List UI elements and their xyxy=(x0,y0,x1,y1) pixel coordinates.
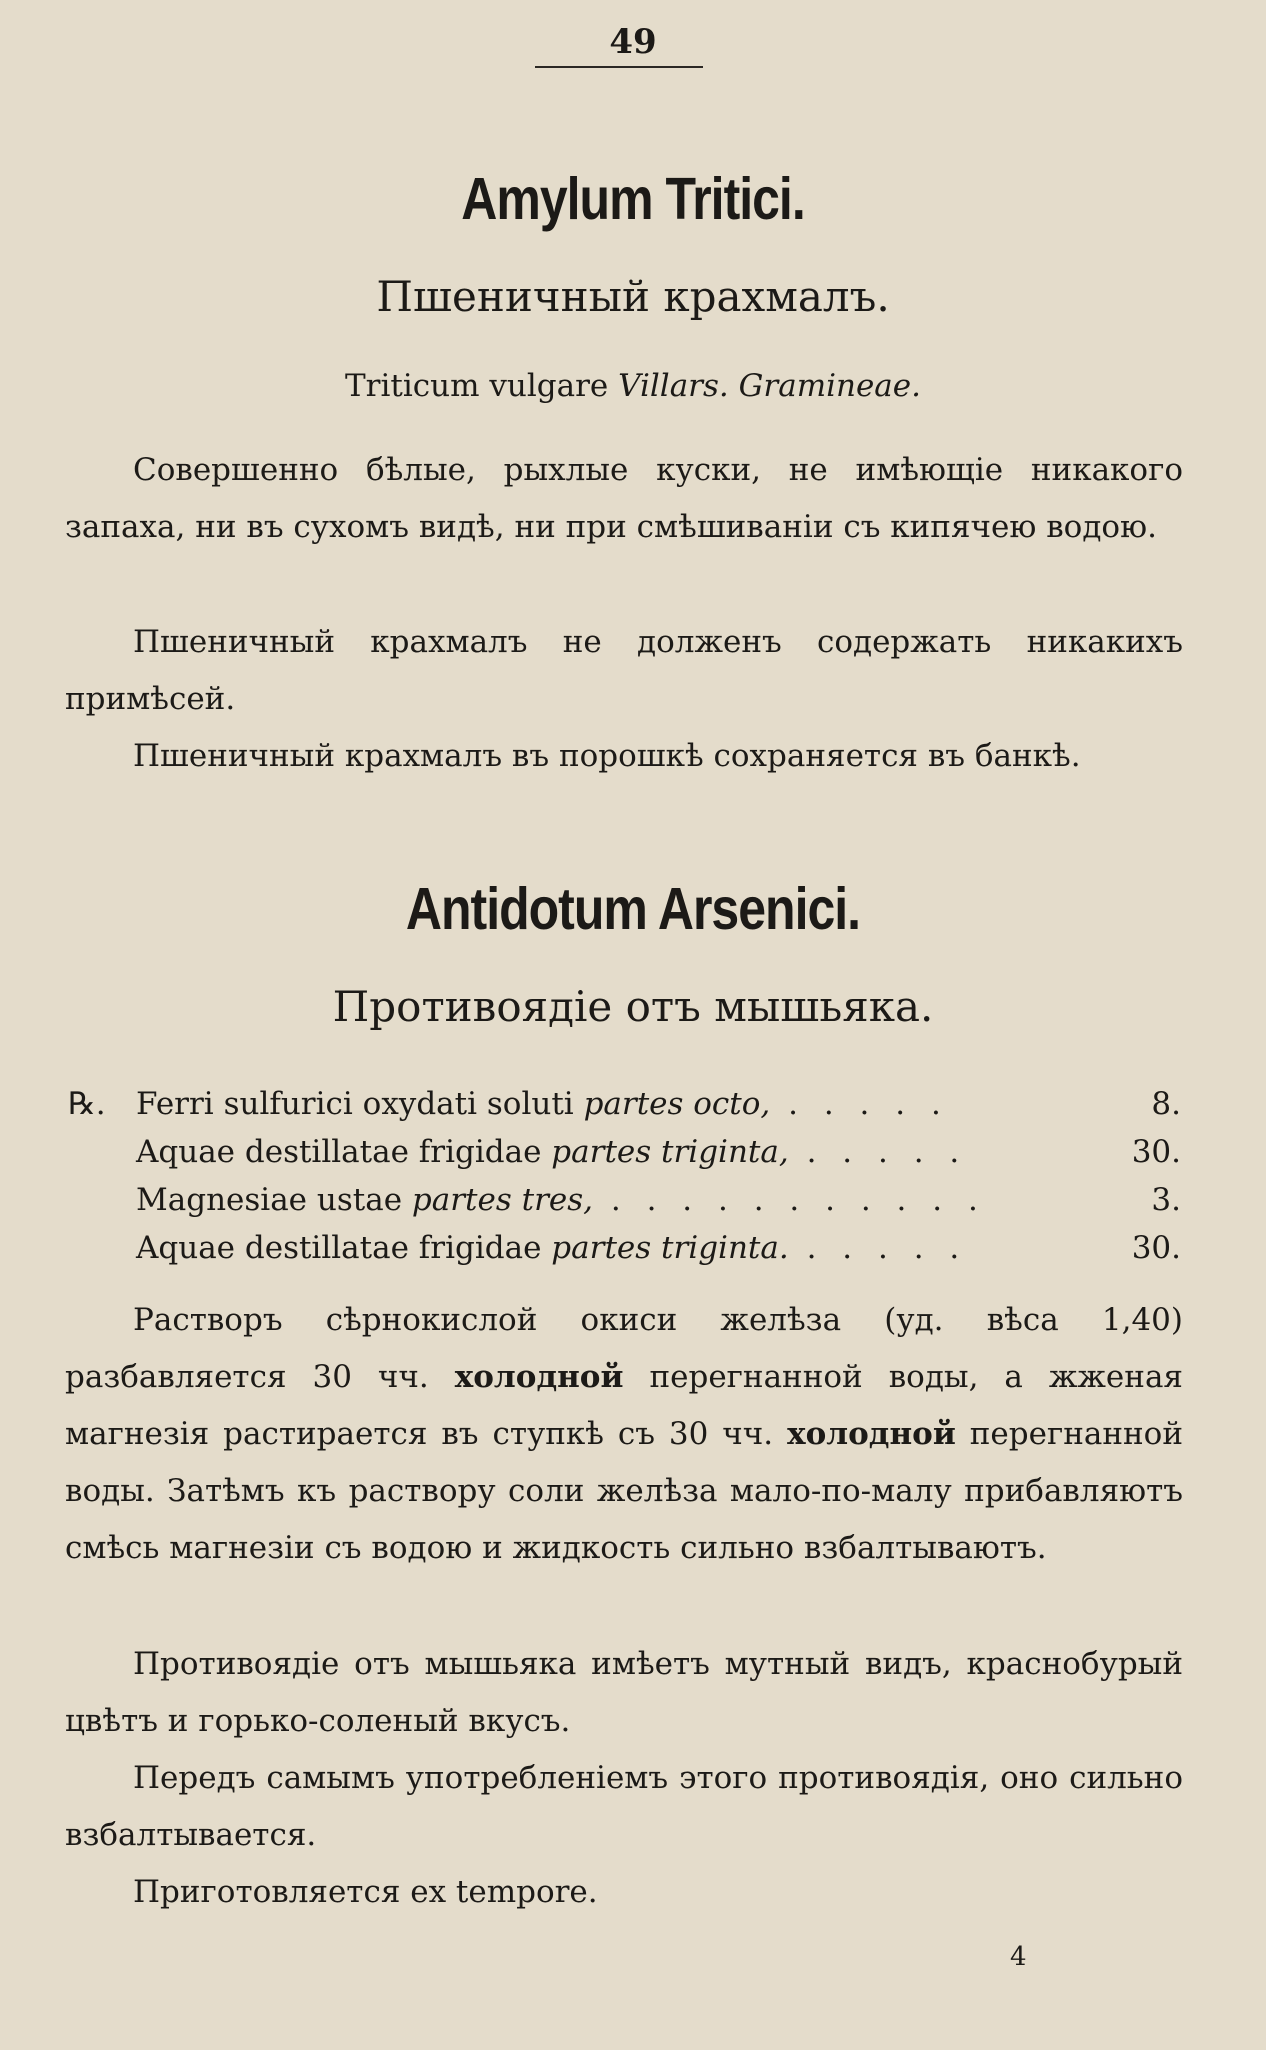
ingredient-name: Aquae destillatae frigidae xyxy=(136,1134,542,1170)
emphasis-cold: холодной xyxy=(787,1416,956,1452)
paragraph: Противоядіе отъ мышьяка имѣетъ мутный видъ, краснобурый цвѣтъ и горько-соленый вкусъ. xyxy=(65,1646,1183,1739)
leader-dots: . . . . . xyxy=(770,1086,949,1122)
page-number: 49 xyxy=(609,22,657,62)
ingredient-name: Ferri sulfurici oxydati soluti xyxy=(136,1086,574,1122)
header-rule xyxy=(535,66,703,68)
leader-dots: . . . . . xyxy=(788,1134,968,1170)
species-line xyxy=(0,368,1266,404)
section-title-amylum: Amylum Tritici. xyxy=(461,165,805,233)
emphasis-cold: холодной xyxy=(454,1359,624,1395)
ingredient-name: Magnesiae ustae xyxy=(136,1182,403,1218)
signature-mark: 4 xyxy=(1010,1942,1027,1972)
paragraph-preparation: Растворъ сѣрнокислой окиси желѣза (уд. вѣса 1,40) разбавляется 30 чч. холодной перегнанной воды, а жженая магнезія растирается въ ступкѣ съ 30 чч. холодной перегнанной воды. Затѣмъ къ раствору соли желѣза мало-по-малу прибавляютъ смѣсь магнезіи съ водою и жидкость сильно взбалтываютъ. xyxy=(65,1302,1183,1566)
ingredient-portion: partes tres, xyxy=(411,1182,594,1218)
paragraph: Приготовляется ex tempore. xyxy=(133,1874,598,1910)
species-name: Triticum vulgare xyxy=(345,368,609,404)
recipe-line xyxy=(68,1224,1181,1272)
ingredient-name: Aquae destillatae frigidae xyxy=(136,1230,542,1266)
recipe-line xyxy=(68,1080,1181,1128)
leader-dots: . . . . . . . . . . . xyxy=(593,1182,986,1218)
section-subtitle-antidotum: Противоядіе отъ мышьяка. xyxy=(332,982,934,1031)
paragraph: Совершенно бѣлые, рыхлые куски, не имѣющіе никакого запаха, ни въ сухомъ видѣ, ни при смѣшиваніи съ кипячею водою. xyxy=(65,452,1183,545)
ingredient-amount: 30. xyxy=(1131,1230,1181,1266)
recipe-line xyxy=(68,1128,1181,1176)
paragraph: Передъ самымъ употребленіемъ этого противоядія, оно сильно взбалтывается. xyxy=(65,1760,1183,1853)
ingredient-portion: partes triginta. xyxy=(551,1230,789,1266)
ingredient-amount: 3. xyxy=(1151,1182,1181,1218)
ingredient-amount: 8. xyxy=(1151,1086,1181,1122)
recipe-symbol: ℞. xyxy=(68,1086,106,1122)
ingredient-portion: partes octo, xyxy=(583,1086,771,1122)
ingredient-portion: partes triginta, xyxy=(551,1134,789,1170)
paragraph: Пшеничный крахмалъ не долженъ содержать никакихъ примѣсей. xyxy=(65,624,1183,717)
paragraph: Пшеничный крахмалъ въ порошкѣ сохраняется въ банкѣ. xyxy=(133,738,1081,774)
species-family: Gramineae. xyxy=(738,368,921,404)
section-title-antidotum: Antidotum Arsenici. xyxy=(405,875,861,943)
species-author: Villars. xyxy=(618,368,729,404)
section-subtitle-amylum: Пшеничный крахмалъ. xyxy=(376,272,890,321)
ingredient-amount: 30. xyxy=(1131,1134,1181,1170)
leader-dots: . . . . . xyxy=(788,1230,968,1266)
recipe-line xyxy=(68,1176,1181,1224)
recipe xyxy=(68,1080,1181,1272)
